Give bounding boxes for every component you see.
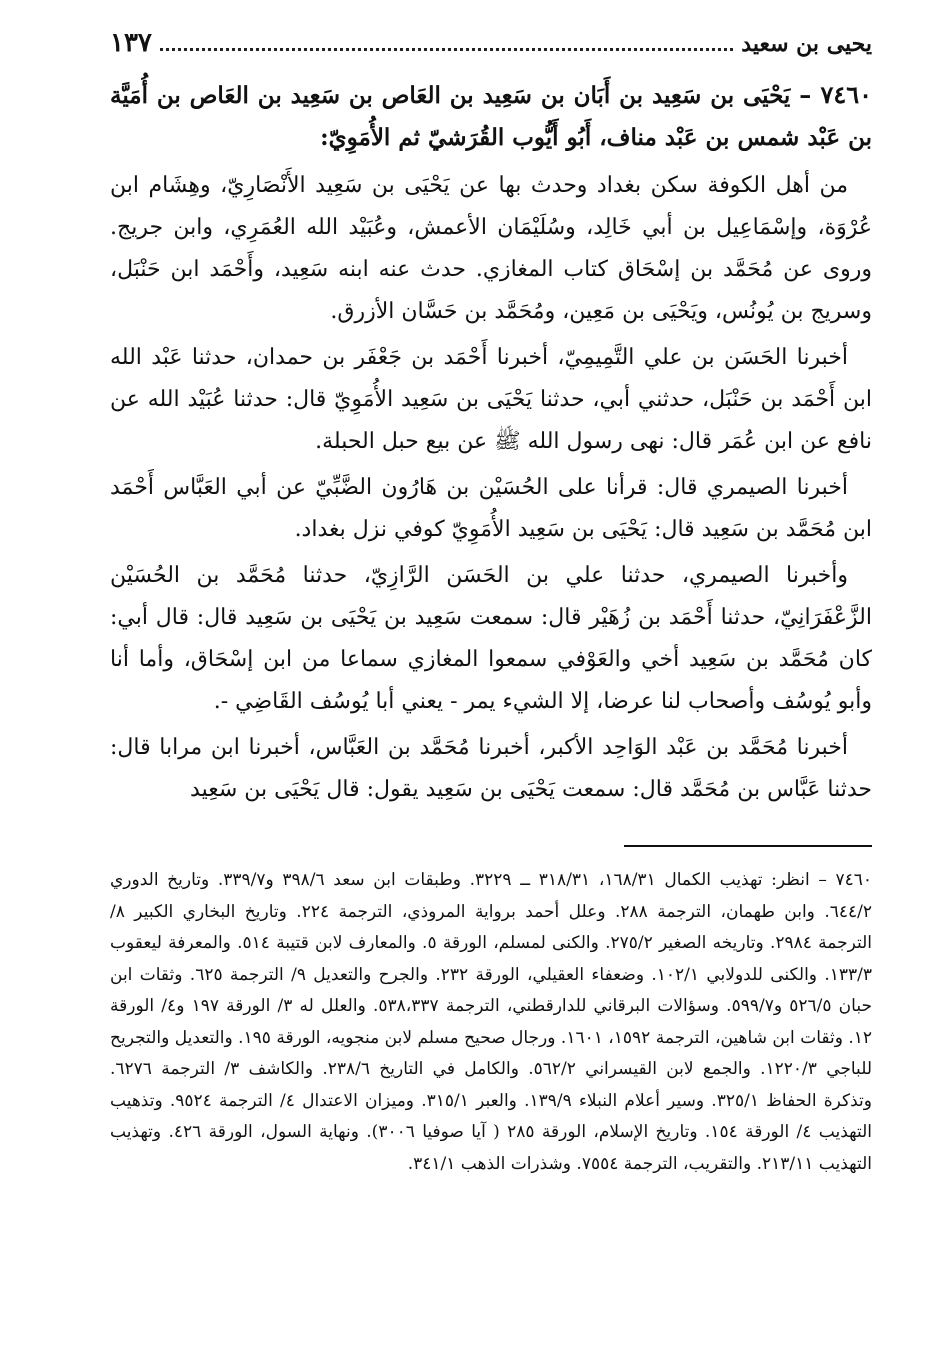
paragraph: أخبرنا الصيمري قال: قرأنا على الحُسَيْن بن هَارُون الضَّبِّيّ عن أبي العَبَّاس أَحْمَد ابن مُحَمَّد بن سَعِيد قال: يَحْيَى بن سَعِيد الأُمَوِيّ كوفي نزل بغداد. (110, 475, 872, 542)
running-title: يحيى بن سعيد (741, 31, 872, 57)
footnote-number: ٧٤٦٠ – (818, 870, 872, 890)
paragraph: أخبرنا الحَسَن بن علي التَّمِيمِيّ، أخبرنا أَحْمَد بن جَعْفَر بن حمدان، حدثنا عَبْد الله ابن أَحْمَد بن حَنْبَل، حدثني أبي، حدثنا يَحْيَى بن سَعِيد الأُمَوِيّ قال: حدثنا عُبَيْد الله عن نافع عن ابن عُمَر قال: نهى رسول الله ﷺ عن بيع حبل الحبلة. (110, 345, 872, 454)
entry-heading (110, 74, 872, 159)
body-text (110, 165, 872, 811)
paragraph: أخبرنا مُحَمَّد بن عَبْد الوَاحِد الأكبر، أخبرنا مُحَمَّد بن العَبَّاس، أخبرنا ابن مرابا قال: حدثنا عَبَّاس بن مُحَمَّد قال: سمعت يَحْيَى بن سَعِيد يقول: قال يَحْيَى بن سَعِيد (110, 735, 872, 802)
header-leader-dots (160, 48, 733, 51)
footnote-divider (624, 845, 872, 847)
footnote (110, 865, 872, 1180)
entry-title: يَحْيَى بن سَعِيد بن أَبَان بن سَعِيد بن العَاص بن سَعِيد بن العَاص بن أُمَيَّة بن عَبْد شمس بن عَبْد مناف، أَبُو أَيُّوب القُرَشيّ ثم الأُمَوِيّ: (110, 82, 872, 151)
entry-number: ٧٤٦٠ – (799, 80, 872, 109)
page-number: ١٣٧ (110, 28, 152, 58)
paragraph: وأخبرنا الصيمري، حدثنا علي بن الحَسَن الرَّازِيّ، حدثنا مُحَمَّد بن الحُسَيْن الزَّعْفَرَانِيّ، حدثنا أَحْمَد بن زُهَيْر قال: سمعت سَعِيد بن يَحْيَى بن سَعِيد قال: قال أبي: كان مُحَمَّد بن سَعِيد أخي والعَوْفي سمعوا المغازي سماعا من ابن إسْحَاق، وأما أنا وأبو يُوسُف وأصحاب لنا عرضا، إلا الشيء يمر - يعني أبا يُوسُف القَاضِي -. (110, 563, 872, 714)
running-header (110, 28, 872, 60)
footnote-text: انظر: تهذيب الكمال ١٦٨/٣١، ٣١٨/٣١ ــ ٣٢٢٩. وطبقات ابن سعد ٣٩٨/٦ و٣٣٩/٧. وتاريخ الدوري ٦٤٤/٢. وابن طهمان، الترجمة ٢٨٨. وعلل أحمد برواية المروذي، الترجمة ٢٢٤. وتاريخ البخاري الكبير ٨/ الترجمة ٢٩٨٤. وتاريخه الصغير ٢٧٥/٢. والكنى لمسلم، الورقة ٥. والمعارف لابن قتيبة ٥١٤. والمعرفة ليعقوب ١٣٣/٣. والكنى للدولابي ١٠٢/١. وضعفاء العقيلي، الورقة ٢٣٢. والجرح والتعديل ٩/ الترجمة ٦٢٥. وثقات ابن حبان ٥٢٦/٥ و٥٩٩/٧. وسؤالات البرقاني للدارقطني، الترجمة ٥٣٨،٣٣٧. والعلل له ٣/ الورقة ١٩٧ و٤/ الورقة ١٢. وثقات ابن شاهين، الترجمة ١٥٩٢، ١٦٠١. ورجال صحيح مسلم لابن منجويه، الورقة ١٩٥. والتعديل والتجريح للباجي ١٢٢٠/٣. والجمع لابن القيسراني ٥٦٢/٢. والكامل في التاريخ ٢٣٨/٦. والكاشف ٣/ الترجمة ٦٢٧٦. وتذكرة الحفاظ ٣٢٥/١. وسير أعلام النبلاء ١٣٩/٩. والعبر ٣١٥/١. وميزان الاعتدال ٤/ الترجمة ٩٥٢٤. وتذهيب التهذيب ٤/ الورقة ١٥٤. وتاريخ الإسلام، الورقة ٢٨٥ ( آيا صوفيا ٣٠٠٦). ونهاية السول، الورقة ٤٢٦. وتهذيب التهذيب ٢١٣/١١. والتقريب، الترجمة ٧٥٥٤. وشذرات الذهب ٣٤١/١. (110, 870, 873, 1174)
paragraph: من أهل الكوفة سكن بغداد وحدث بها عن يَحْيَى بن سَعِيد الأَنْصَارِيّ، وهِشَام ابن عُرْوَة، وإسْمَاعِيل بن أبي خَالِد، وسُلَيْمَان الأعمش، وعُبَيْد الله العُمَرِي، وابن جريج. وروى عن مُحَمَّد بن إسْحَاق كتاب المغازي. حدث عنه ابنه سَعِيد، وأَحْمَد ابن حَنْبَل، وسريج بن يُونُس، ويَحْيَى بن مَعِين، ومُحَمَّد بن حَسَّان الأزرق. (110, 173, 872, 324)
